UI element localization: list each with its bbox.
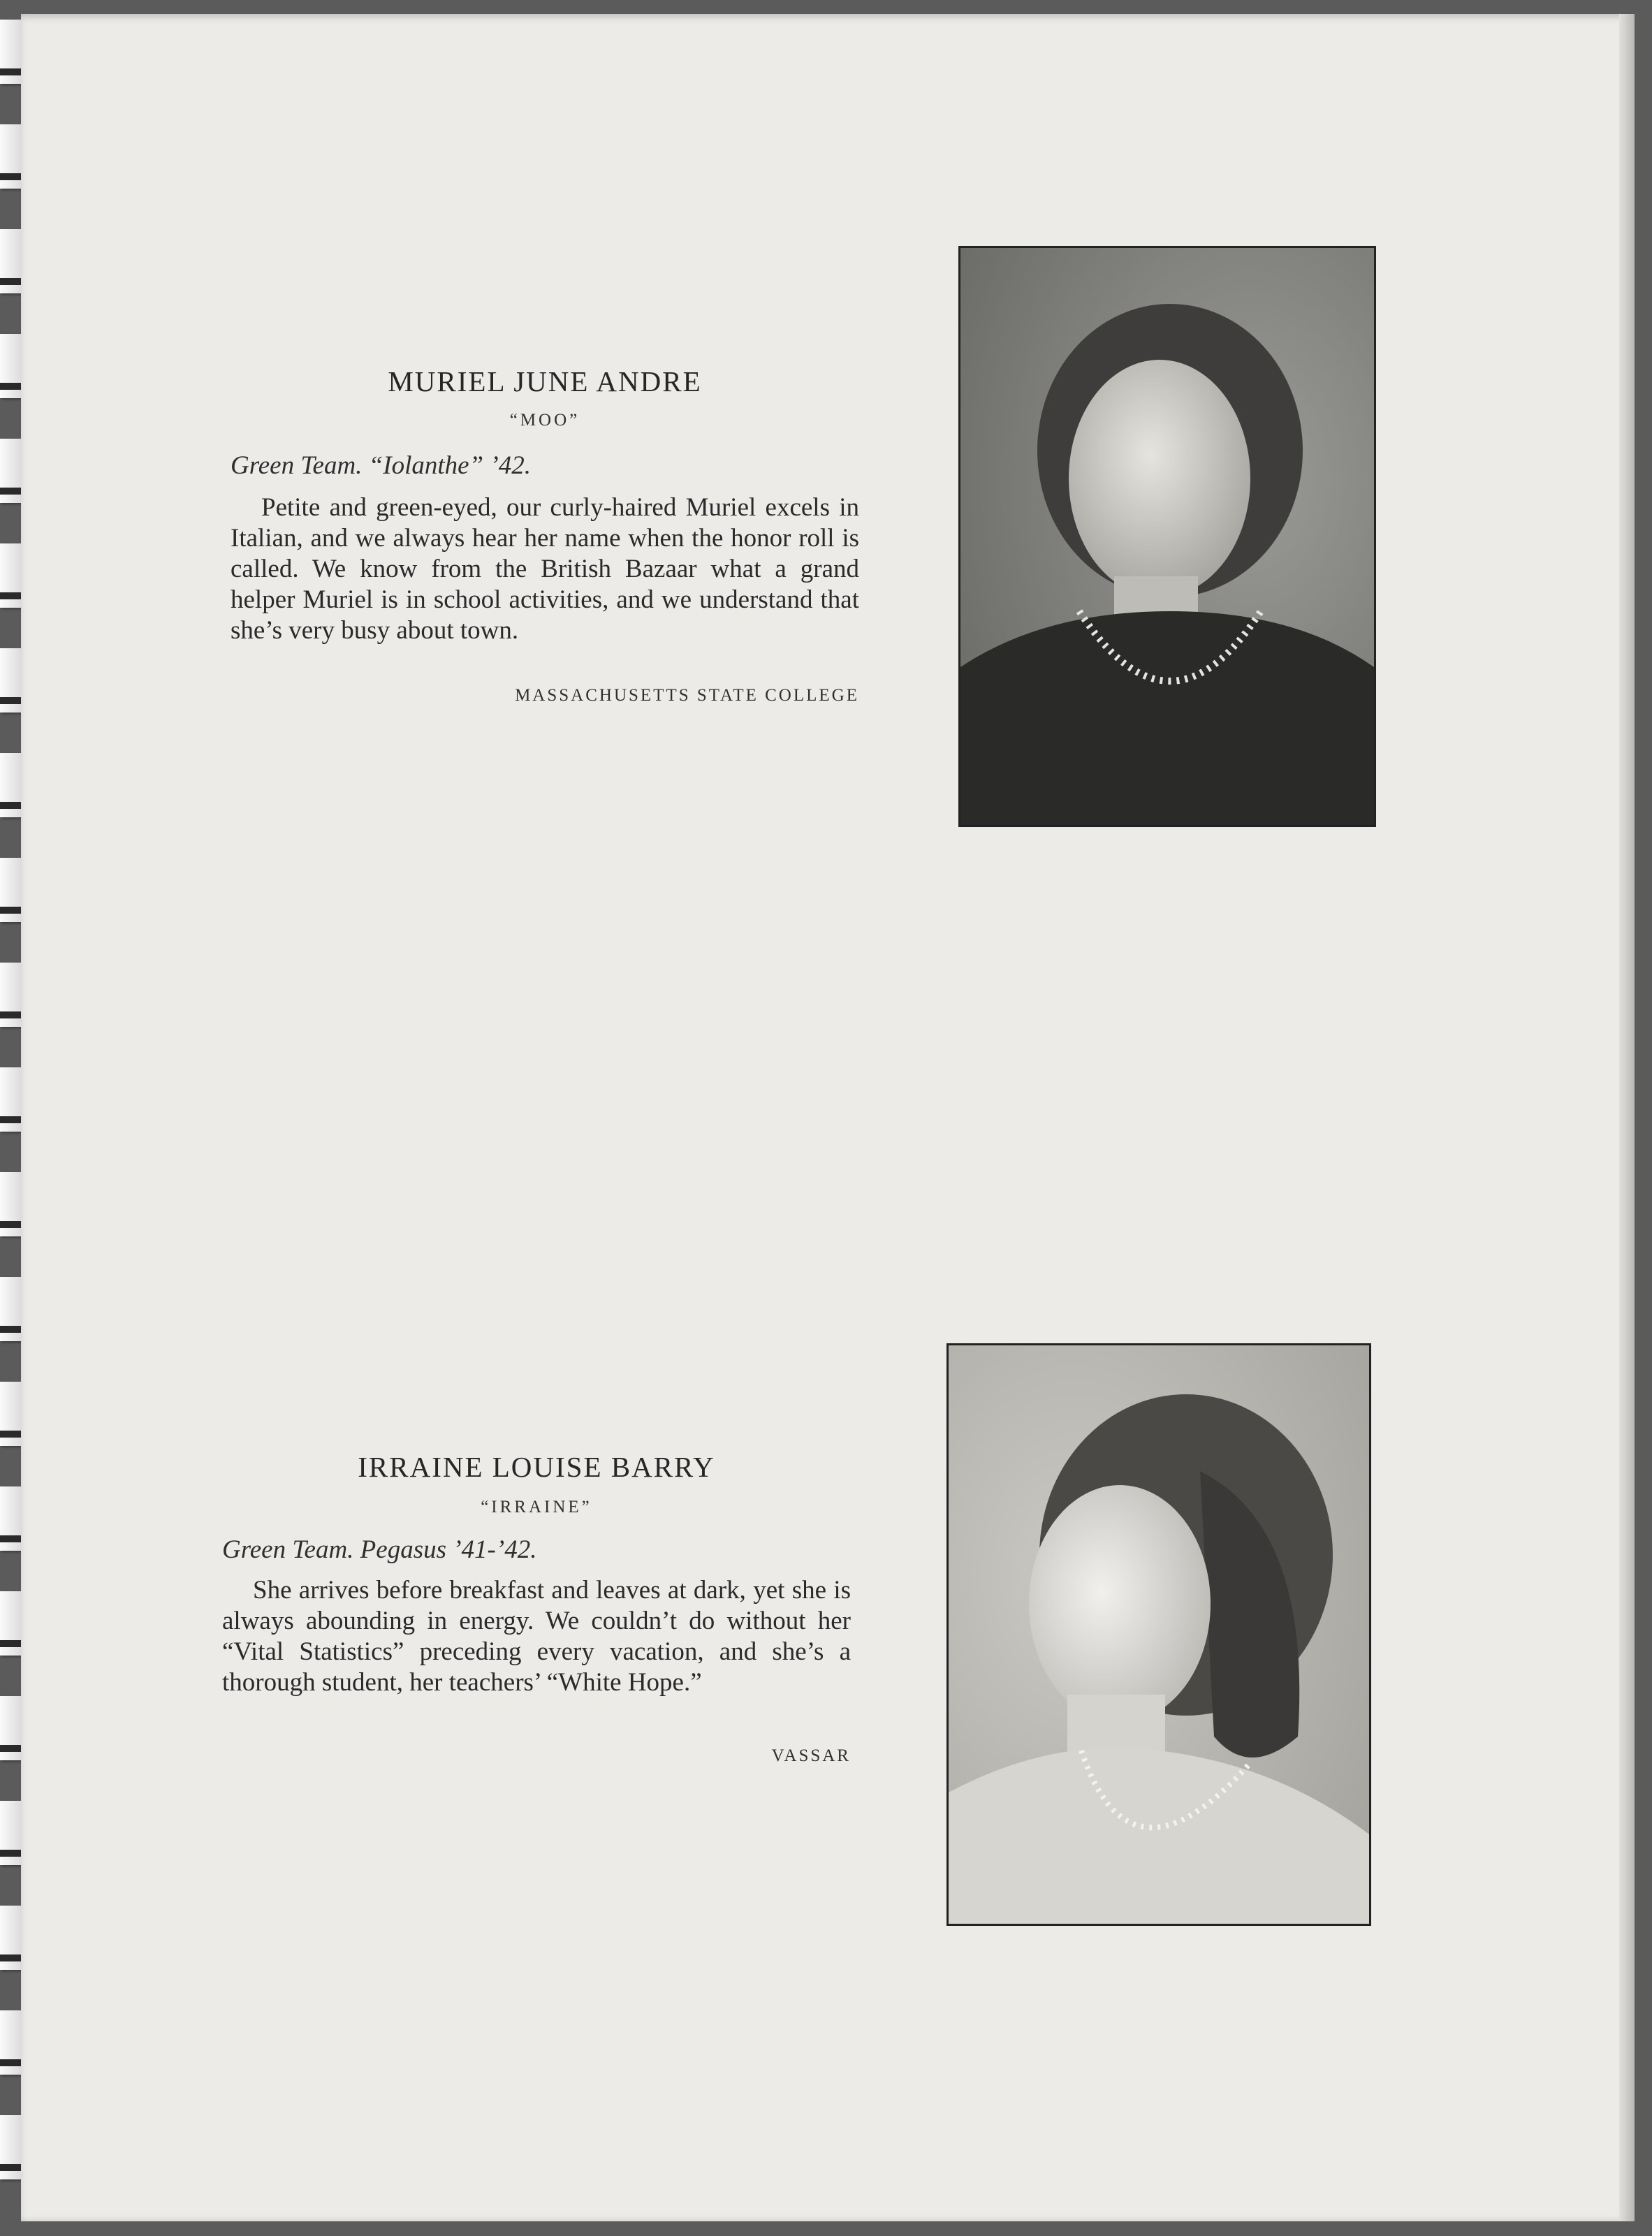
student-bio: Petite and green-eyed, our curly-haired Muriel excels in Italian, and we always hear her name when the honor roll is called. We know from the British Bazaar what a grand helper Muriel is in school activities, and we understand that she’s very busy about town. [231,493,859,645]
student-portrait [958,246,1376,827]
student-name: IRRAINE LOUISE BARRY [358,1451,715,1483]
student-activities: Green Team. Pegasus ’41-’42. [222,1535,537,1564]
student-bio: She arrives before breakfast and leaves at dark, yet she is always abounding in energy. We couldn’t do without her “Vital Statistics” preceding every vacation, and she’s a thorough student, her teachers’ “White Hope.” [222,1576,851,1697]
student-nickname: “IRRAINE” [481,1498,592,1517]
student-nickname: “MOO” [509,411,580,430]
student-activities: Green Team. “Iolanthe” ’42. [231,451,531,480]
student-college: MASSACHUSETTS STATE COLLEGE [515,686,859,705]
student-portrait [946,1343,1371,1926]
page-edge [1619,14,1635,2221]
student-college: VASSAR [771,1746,851,1765]
yearbook-page [21,14,1635,2221]
student-name: MURIEL JUNE ANDRE [388,365,702,397]
